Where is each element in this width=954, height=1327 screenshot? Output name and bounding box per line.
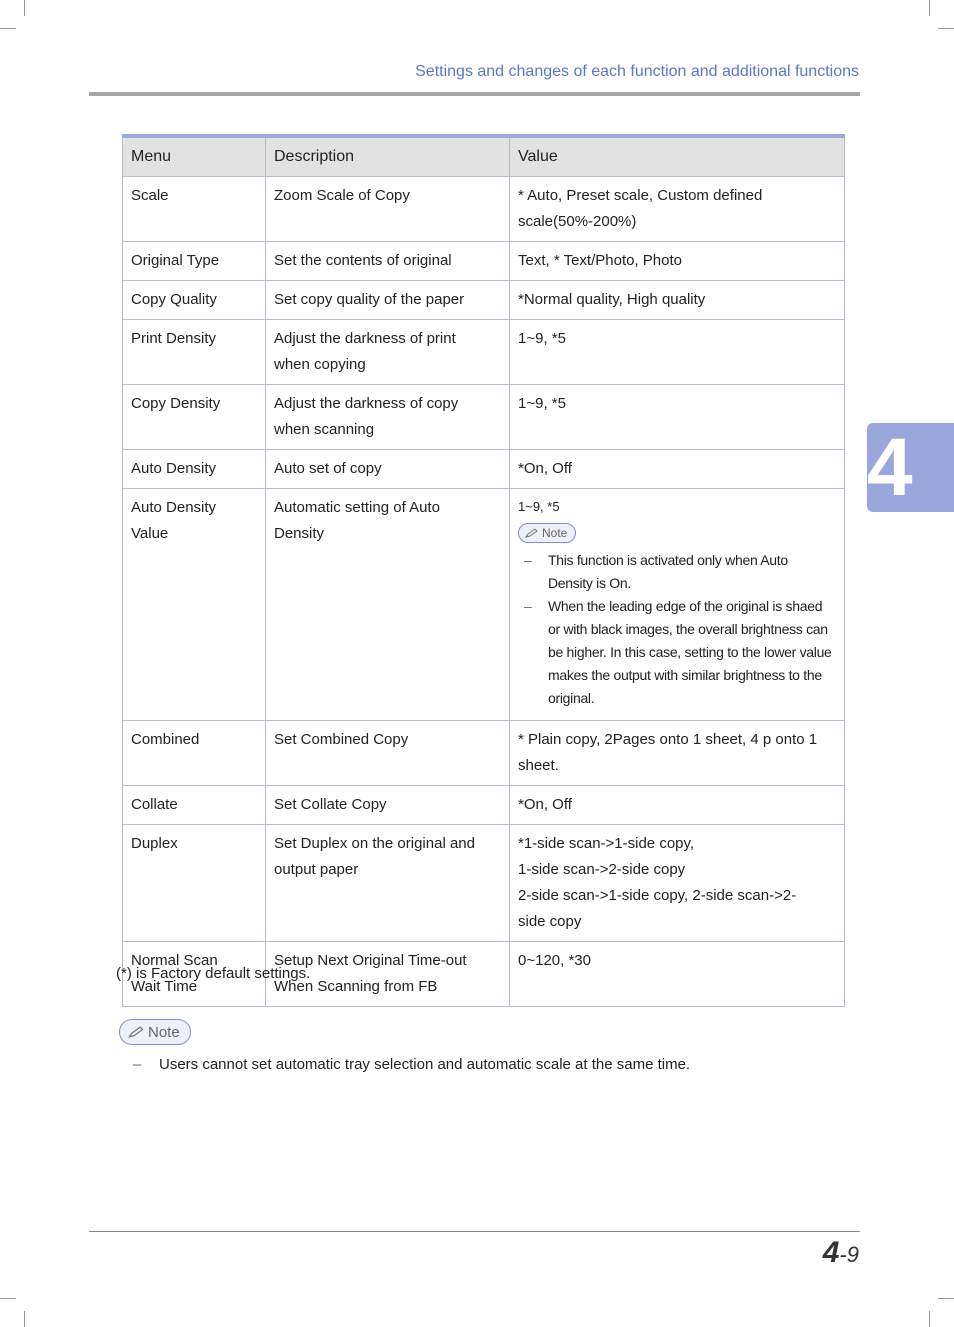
value-cell: 0~120, *30	[510, 942, 845, 1007]
page-separator: -	[839, 1242, 847, 1267]
note-list	[518, 549, 836, 710]
dash-marker: –	[524, 552, 532, 568]
list-item	[518, 595, 836, 710]
value-cell: * Auto, Preset scale, Custom defined scale(50%-200%)	[510, 177, 845, 242]
crop-mark	[0, 1298, 16, 1299]
dash-marker: –	[133, 1056, 142, 1073]
note-label: Note	[148, 1023, 180, 1041]
table-row	[123, 320, 845, 385]
description-cell: Set the contents of original	[266, 242, 510, 281]
page-chapter: 4	[822, 1236, 840, 1269]
chapter-tab	[867, 423, 954, 512]
table-row	[123, 786, 845, 825]
description-cell: Auto set of copy	[266, 450, 510, 489]
crop-mark	[24, 0, 25, 16]
pencil-icon	[525, 528, 538, 538]
footer-rule	[89, 1231, 860, 1232]
crop-mark	[929, 1311, 930, 1327]
description-cell: Automatic setting of Auto Density	[266, 489, 510, 721]
value-cell: *On, Off	[510, 786, 845, 825]
table-row	[123, 489, 845, 721]
crop-mark	[0, 28, 16, 29]
crop-mark	[929, 0, 930, 16]
menu-cell: Copy Quality	[123, 281, 266, 320]
value-cell: 1~9, *5	[510, 320, 845, 385]
value-cell: *Normal quality, High quality	[510, 281, 845, 320]
value-cell: 1~9, *5	[510, 385, 845, 450]
menu-cell: Collate	[123, 786, 266, 825]
table-row	[123, 385, 845, 450]
description-cell: Set Combined Copy	[266, 721, 510, 786]
page-number	[823, 1236, 859, 1270]
description-cell: Zoom Scale of Copy	[266, 177, 510, 242]
description-cell: Set Collate Copy	[266, 786, 510, 825]
list-item	[133, 1056, 690, 1073]
note-badge	[119, 1019, 191, 1045]
table-row	[123, 281, 845, 320]
note-text: Users cannot set automatic tray selection and automatic scale at the same time.	[159, 1056, 691, 1073]
crop-mark	[938, 1298, 954, 1299]
menu-cell: Scale	[123, 177, 266, 242]
table-row	[123, 721, 845, 786]
menu-cell: Original Type	[123, 242, 266, 281]
description-cell: Set Duplex on the original and output paper	[266, 825, 510, 942]
table-row	[123, 177, 845, 242]
description-cell: Adjust the darkness of print when copying	[266, 320, 510, 385]
list-item	[518, 549, 836, 595]
chapter-tab-number: 4	[867, 422, 913, 513]
note-label: Note	[542, 526, 568, 540]
description-cell: Set copy quality of the paper	[266, 281, 510, 320]
pencil-icon	[128, 1026, 144, 1038]
table-header-row	[123, 136, 845, 177]
note-text: When the leading edge of the original is shaed or with black images, the overall brightness can be higher. In this case, setting to the lower value makes the output with similar brightness to the original.	[548, 598, 832, 706]
dash-marker: –	[524, 598, 532, 614]
menu-cell: Print Density	[123, 320, 266, 385]
footnote: (*) is Factory default settings.	[116, 965, 311, 982]
table-row	[123, 450, 845, 489]
value-cell: Text, * Text/Photo, Photo	[510, 242, 845, 281]
header-rule	[89, 92, 860, 96]
value-cell	[510, 489, 845, 721]
menu-cell: Normal Scan Wait Time	[123, 942, 266, 1007]
settings-table	[122, 134, 845, 1007]
note-badge	[518, 523, 576, 543]
note-text: This function is activated only when Auto Density is On.	[548, 552, 788, 591]
page-index: 9	[846, 1242, 859, 1267]
page-note	[119, 1019, 191, 1045]
description-cell: Adjust the darkness of copy when scanning	[266, 385, 510, 450]
menu-cell: Duplex	[123, 825, 266, 942]
header-description: Description	[266, 136, 510, 177]
description-cell: Setup Next Original Time-out When Scanning from FB	[266, 942, 510, 1007]
menu-cell: Combined	[123, 721, 266, 786]
menu-cell: Auto Density	[123, 450, 266, 489]
value-text: 1~9, *5	[518, 499, 560, 514]
value-cell: *1-side scan->1-side copy, 1-side scan->2-side copy 2-side scan->1-side copy, 2-side scan->2- side copy	[510, 825, 845, 942]
menu-cell: Copy Density	[123, 385, 266, 450]
table-row	[123, 825, 845, 942]
header-value: Value	[510, 136, 845, 177]
value-cell: *On, Off	[510, 450, 845, 489]
header-menu: Menu	[123, 136, 266, 177]
running-header: Settings and changes of each function and additional functions	[415, 63, 859, 80]
value-cell: * Plain copy, 2Pages onto 1 sheet, 4 p onto 1 sheet.	[510, 721, 845, 786]
crop-mark	[938, 28, 954, 29]
crop-mark	[24, 1311, 25, 1327]
menu-cell: Auto Density Value	[123, 489, 266, 721]
table-row	[123, 242, 845, 281]
